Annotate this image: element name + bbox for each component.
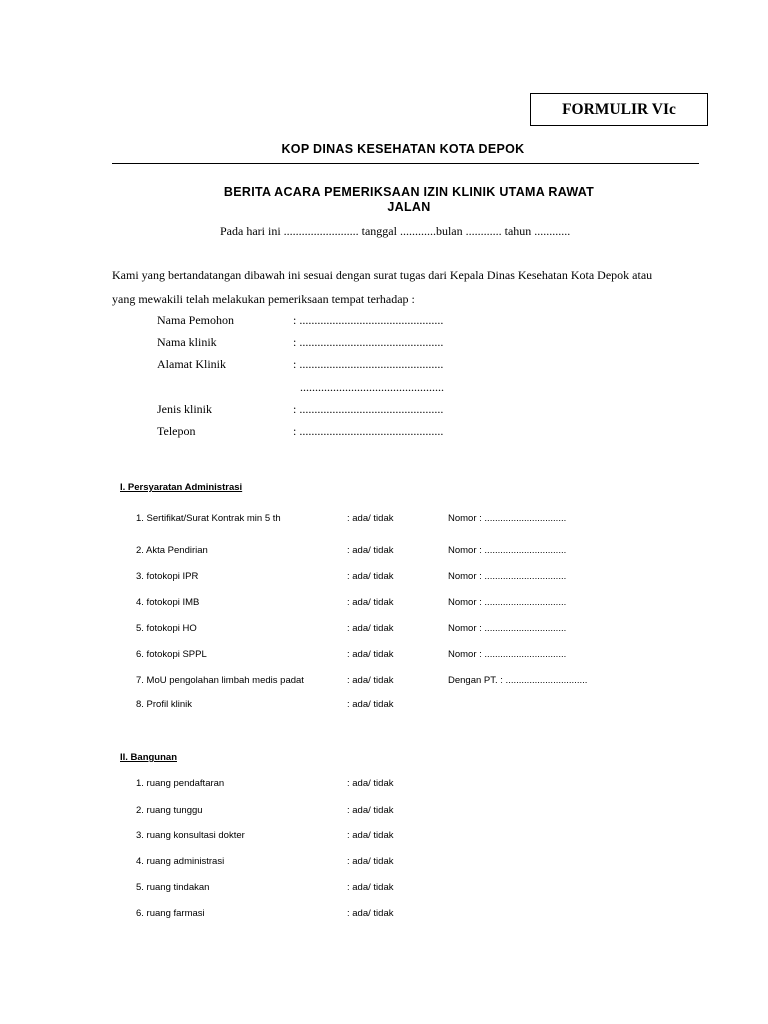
list-item-status: : ada/ tidak	[347, 623, 394, 634]
field-label-nama-pemohon: Nama Pemohon	[157, 313, 234, 327]
list-item-status: : ada/ tidak	[347, 597, 394, 608]
field-value-alamat-klinik: : ................................................	[293, 357, 444, 371]
list-item-label: 4. fotokopi IMB	[136, 597, 200, 608]
list-item-nomor: Nomor : ...............................	[448, 649, 567, 660]
intro-line-1: Kami yang bertandatangan dibawah ini sesuai dengan surat tugas dari Kepala Dinas Kesehatan Kota Depok atau	[112, 268, 653, 282]
list-item-status: : ada/ tidak	[347, 882, 394, 893]
intro-line-2: yang mewakili telah melakukan pemeriksaan tempat terhadap :	[112, 292, 415, 306]
list-item-status: : ada/ tidak	[347, 571, 394, 582]
section-administrasi-heading: I. Persyaratan Administrasi	[120, 482, 243, 493]
list-item-status: : ada/ tidak	[347, 856, 394, 867]
document-title-line2: JALAN	[387, 200, 431, 214]
list-item-label: 8. Profil klinik	[136, 699, 192, 710]
kop-heading: KOP DINAS KESEHATAN KOTA DEPOK	[281, 142, 525, 156]
list-item-status: : ada/ tidak	[347, 830, 394, 841]
list-item-status: : ada/ tidak	[347, 545, 394, 556]
field-value-nama-klinik: : ................................................	[293, 335, 444, 349]
list-item-nomor: Nomor : ...............................	[448, 623, 567, 634]
list-item-label: 5. ruang tindakan	[136, 882, 210, 893]
list-item-nomor: Nomor : ...............................	[448, 597, 567, 608]
list-item-label: 6. fotokopi SPPL	[136, 649, 207, 660]
list-item-label: 2. ruang tunggu	[136, 805, 203, 816]
list-item-label: 3. ruang konsultasi dokter	[136, 830, 245, 841]
header-divider	[112, 163, 699, 164]
list-item-dengan-pt: Dengan PT. : ...............................	[448, 675, 588, 686]
list-item-label: 3. fotokopi IPR	[136, 571, 199, 582]
list-item-status: : ada/ tidak	[347, 805, 394, 816]
field-value-nama-pemohon: : ................................................	[293, 313, 444, 327]
field-label-telepon: Telepon	[157, 424, 196, 438]
list-item-label: 6. ruang farmasi	[136, 908, 205, 919]
field-label-alamat-klinik: Alamat Klinik	[157, 357, 226, 371]
date-line: Pada hari ini ......................... tanggal ............bulan ............ tahun ............	[220, 224, 571, 238]
list-item-status: : ada/ tidak	[347, 699, 394, 710]
field-label-jenis-klinik: Jenis klinik	[157, 402, 213, 416]
list-item-nomor: Nomor : ...............................	[448, 571, 567, 582]
list-item-label: 7. MoU pengolahan limbah medis padat	[136, 675, 304, 686]
list-item-nomor: Nomor : ...............................	[448, 513, 567, 524]
field-label-nama-klinik: Nama klinik	[157, 335, 217, 349]
list-item-status: : ada/ tidak	[347, 649, 394, 660]
list-item-label: 5. fotokopi HO	[136, 623, 197, 634]
list-item-status: : ada/ tidak	[347, 513, 394, 524]
list-item-label: 1. Sertifikat/Surat Kontrak min 5 th	[136, 513, 281, 524]
field-value-alamat-continued: ................................................	[300, 380, 444, 394]
list-item-nomor: Nomor : ...............................	[448, 545, 567, 556]
list-item-label: 1. ruang pendaftaran	[136, 778, 225, 789]
list-item-status: : ada/ tidak	[347, 675, 394, 686]
document-title-line1: BERITA ACARA PEMERIKSAAN IZIN KLINIK UTAMA RAWAT	[223, 185, 595, 199]
list-item-status: : ada/ tidak	[347, 908, 394, 919]
field-value-telepon: : ................................................	[293, 424, 444, 438]
field-value-jenis-klinik: : ................................................	[293, 402, 444, 416]
list-item-label: 4. ruang administrasi	[136, 856, 225, 867]
form-label-box: FORMULIR VIc	[530, 93, 708, 126]
list-item-label: 2. Akta Pendirian	[136, 545, 208, 556]
list-item-status: : ada/ tidak	[347, 778, 394, 789]
section-bangunan-heading: II. Bangunan	[120, 752, 177, 763]
